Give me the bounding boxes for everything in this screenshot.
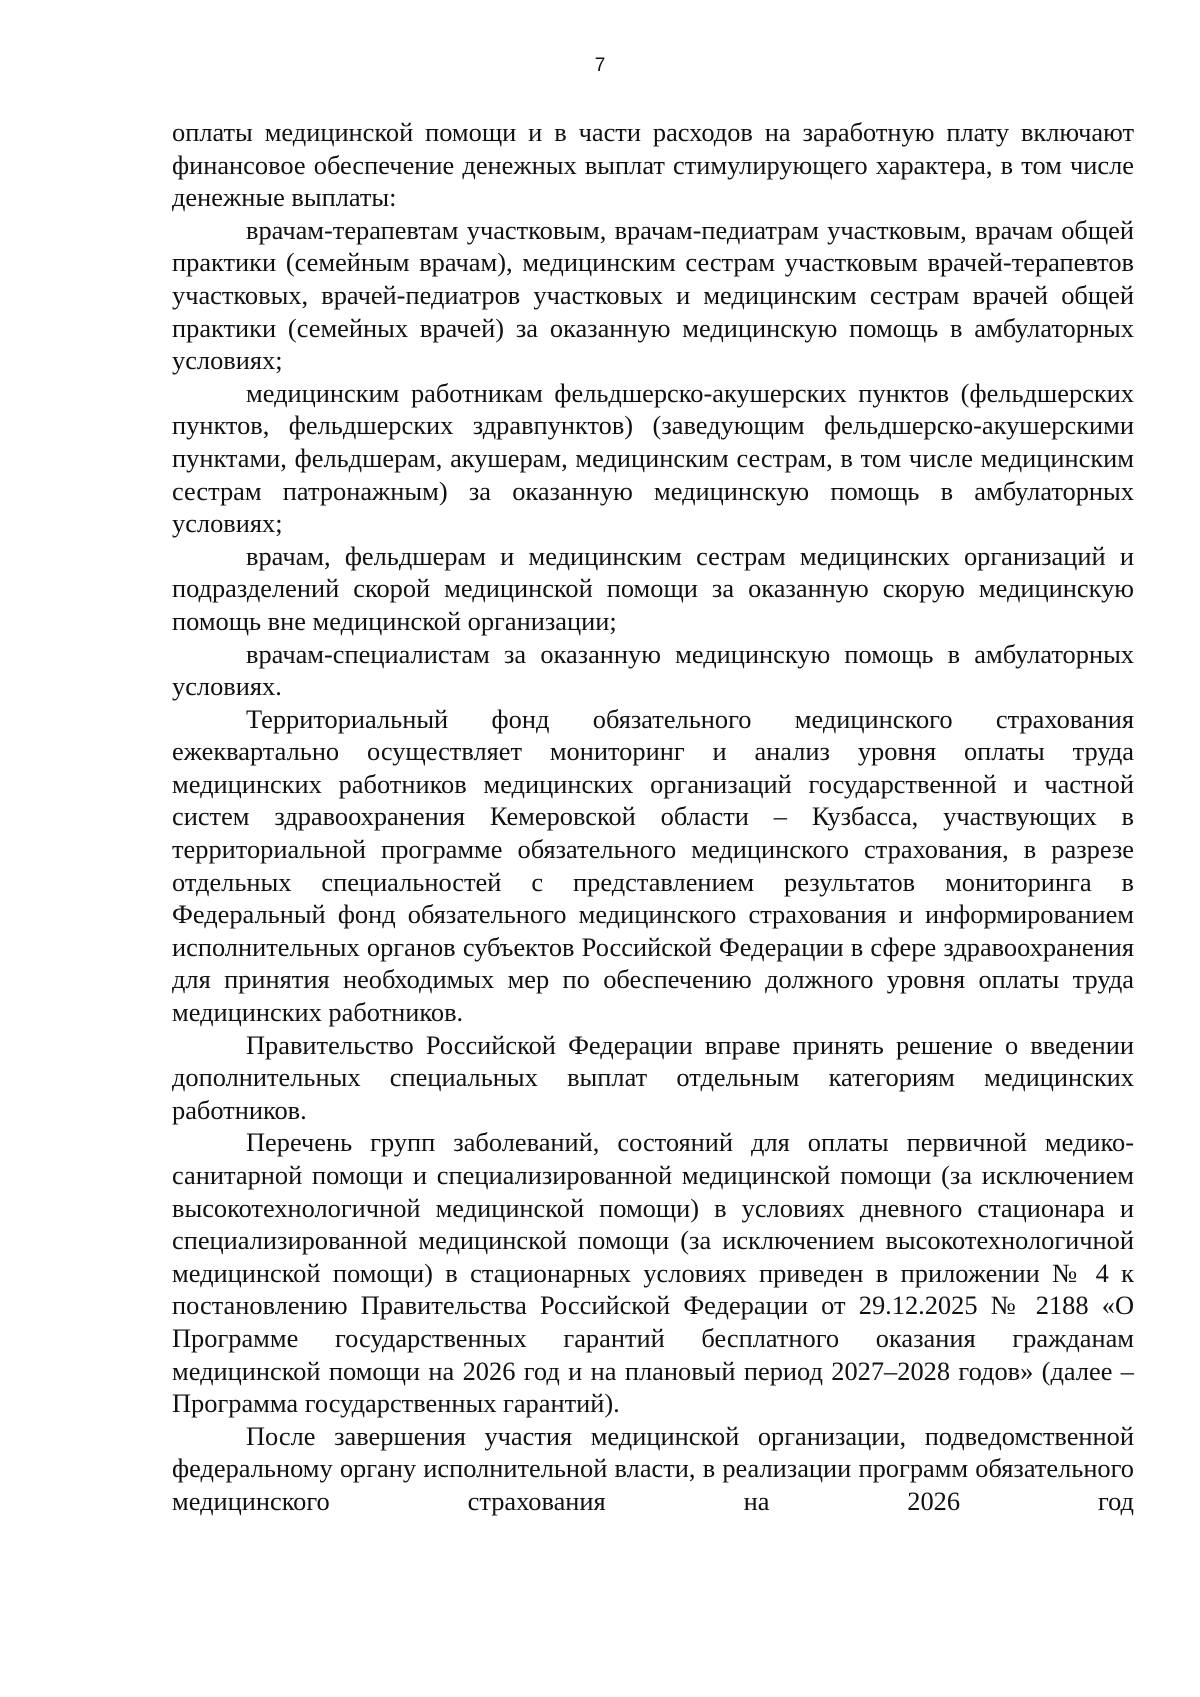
paragraph-specialists: врачам-специалистам за оказанную медицинскую помощь в амбулаторных условиях. <box>172 638 1134 702</box>
page-number: 7 <box>594 55 606 76</box>
paragraph-district-doctors: врачам-терапевтам участковым, врачам-педиатрам участковым, врачам общей практики (семейным врачам), медицинским сестрам участковым врачей-терапевтов участковых, врачей-педиатров участковых и медицинским сестрам врачей общей практики (семейных врачей) за оказанную медицинскую помощь в амбулаторных условиях; <box>172 214 1134 376</box>
paragraph-federal-organizations: После завершения участия медицинской организации, подведомственной федеральному органу исполнительной власти, в реализации программ обязательного медицинского страхования на 2026 год <box>172 1420 1134 1516</box>
paragraph-disease-groups: Перечень групп заболеваний, состояний для оплаты первичной медико-санитарной помощи и специализированной медицинской помощи (за исключением высокотехнологичной медицинской помощи) в условиях дневного стационара и специализированной медицинской помощи (за исключением высокотехнологичной медицинской помощи) в стационарных условиях приведен в приложении № 4 к постановлению Правительства Российской Федерации от 29.12.2025 № 2188 «О Программе государственных гарантий бесплатного оказания гражданам медицинской помощи на 2026 год и на плановый период 2027–2028 годов» (далее – Программа государственных гарантий). <box>172 1127 1134 1419</box>
paragraph-government-payments: Правительство Российской Федерации вправе принять решение о введении дополнительных специальных выплат отдельным категориям медицинских работников. <box>172 1029 1134 1125</box>
paragraph-continuation: оплаты медицинской помощи и в части расходов на заработную плату включают финансовое обеспечение денежных выплат стимулирующего характера, в том числе денежные выплаты: <box>172 117 1134 213</box>
paragraph-territorial-fund: Территориальный фонд обязательного медицинского страхования ежеквартально осуществляет мониторинг и анализ уровня оплаты труда медицинских работников медицинских организаций государственной и частной систем здравоохранения Кемеровской области – Кузбасса, участвующих в территориальной программе обязательного медицинского страхования, в разрезе отдельных специальностей с представлением результатов мониторинга в Федеральный фонд обязательного медицинского страхования и информированием исполнительных органов субъектов Российской Федерации в сфере здравоохранения для принятия необходимых мер по обеспечению должного уровня оплаты труда медицинских работников. <box>172 703 1134 1028</box>
document-body <box>172 116 1134 1518</box>
paragraph-emergency-care: врачам, фельдшерам и медицинским сестрам медицинских организаций и подразделений скорой медицинской помощи за оказанную скорую медицинскую помощь вне медицинской организации; <box>172 540 1134 636</box>
paragraph-feldsher-points: медицинским работникам фельдшерско-акушерских пунктов (фельдшерских пунктов, фельдшерских здравпунктов) (заведующим фельдшерско-акушерскими пунктами, фельдшерам, акушерам, медицинским сестрам, в том числе медицинским сестрам патронажным) за оказанную медицинскую помощь в амбулаторных условиях; <box>172 377 1134 539</box>
